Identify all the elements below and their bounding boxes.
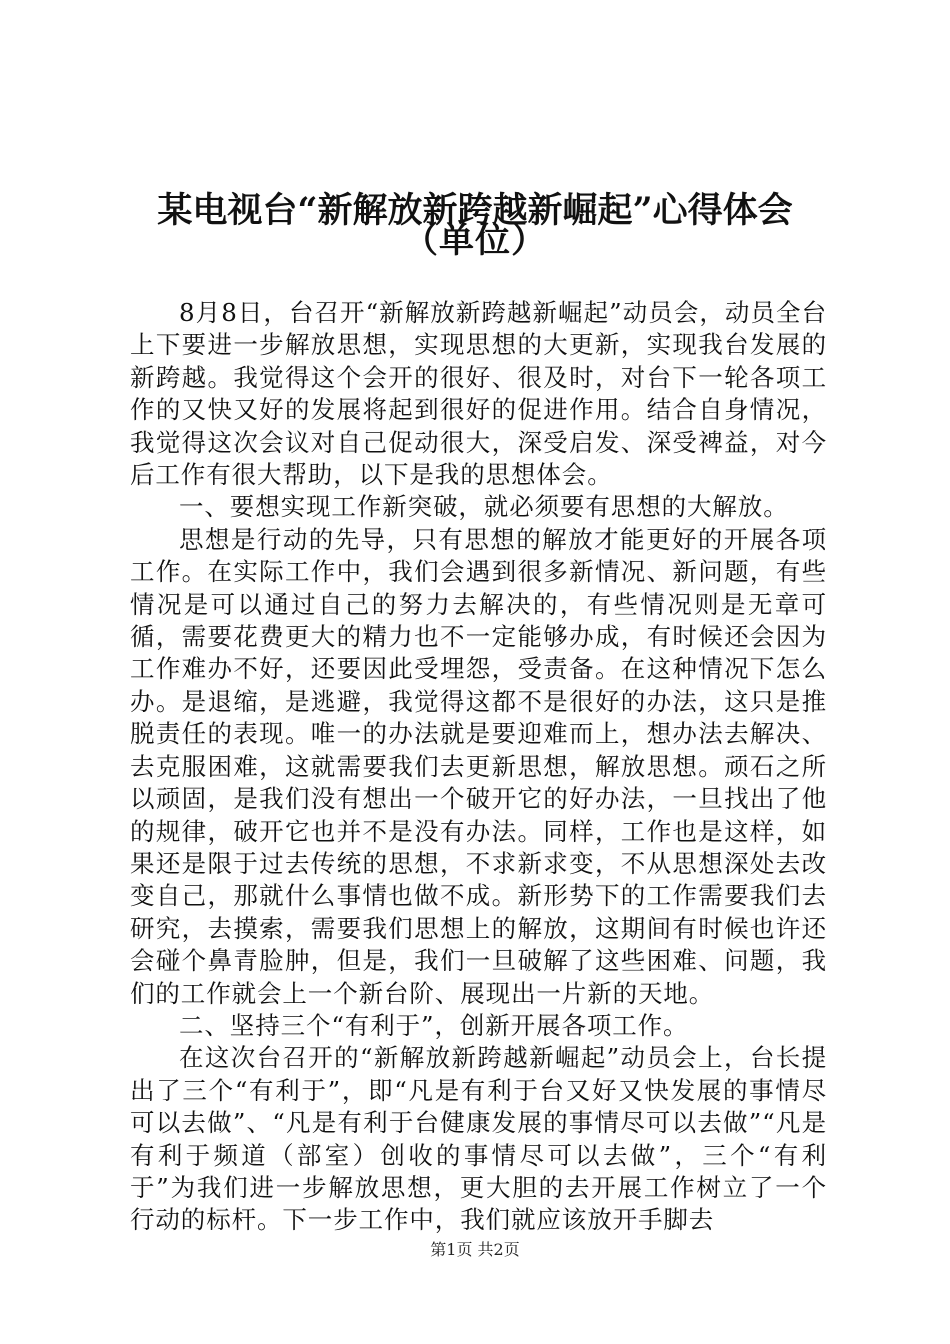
document-subtitle: （单位） [402,220,547,261]
section-heading-1: 一、要想实现工作新突破，就必须要有思想的大解放。 [179,492,789,522]
section-heading-2: 二、坚持三个“有利于”，创新开展各项工作。 [179,1010,689,1040]
paragraph-intro: 8月8日，台召开“新解放新跨越新崛起”动员会，动员全台上下要进一步解放思想，实现思想的大更新，实现我台发展的新跨越。我觉得这个会开的很好、很及时，对台下一轮各项工作的又快又好的发展将起到很好的促进作用。结合自身情况，我觉得这次会议对自己促动很大，深受启发、深受裨益，对今后工作有很大帮助，以下是我的思想体会。 [130,298,827,490]
paragraph-section-1: 思想是行动的先导，只有思想的解放才能更好的开展各项工作。在实际工作中，我们会遇到很多新情况、新问题，有些情况是可以通过自己的努力去解决的，有些情况则是无章可循，需要花费更大的精力也不一定能够办成，有时候还会因为工作难办不好，还要因此受埋怨，受责备。在这种情况下怎么办。是退缩，是逃避，我觉得这都不是很好的办法，这只是推脱责任的表现。唯一的办法就是要迎难而上，想办法去解决、去克服困难，这就需要我们去更新思想，解放思想。顽石之所以顽固，是我们没有想出一个破开它的好办法，一旦找出了他的规律，破开它也并不是没有办法。同样，工作也是这样，如果还是限于过去传统的思想，不求新求变，不从思想深处去改变自己，那就什么事情也做不成。新形势下的工作需要我们去研究，去摸索，需要我们思想上的解放，这期间有时候也许还会碰个鼻青脸肿，但是，我们一旦破解了这些困难、问题，我们的工作就会上一个新台阶、展现出一片新的天地。 [130,524,827,1008]
document-title: 某电视台“新解放新跨越新崛起”心得体会 [157,190,793,231]
paragraph-section-2: 在这次台召开的“新解放新跨越新崛起”动员会上，台长提出了三个“有利于”，即“凡是有利于台又好又快发展的事情尽可以去做”、“凡是有利于台健康发展的事情尽可以去做”“凡是有利于频道（部室）创收的事情尽可以去做”，三个“有利于”为我们进一步解放思想，更大胆的去开展工作树立了一个行动的标杆。下一步工作中，我们就应该放开手脚去 [130,1043,827,1235]
page-footer: 第1页 共2页 [430,1240,520,1259]
document-body [130,297,827,1237]
